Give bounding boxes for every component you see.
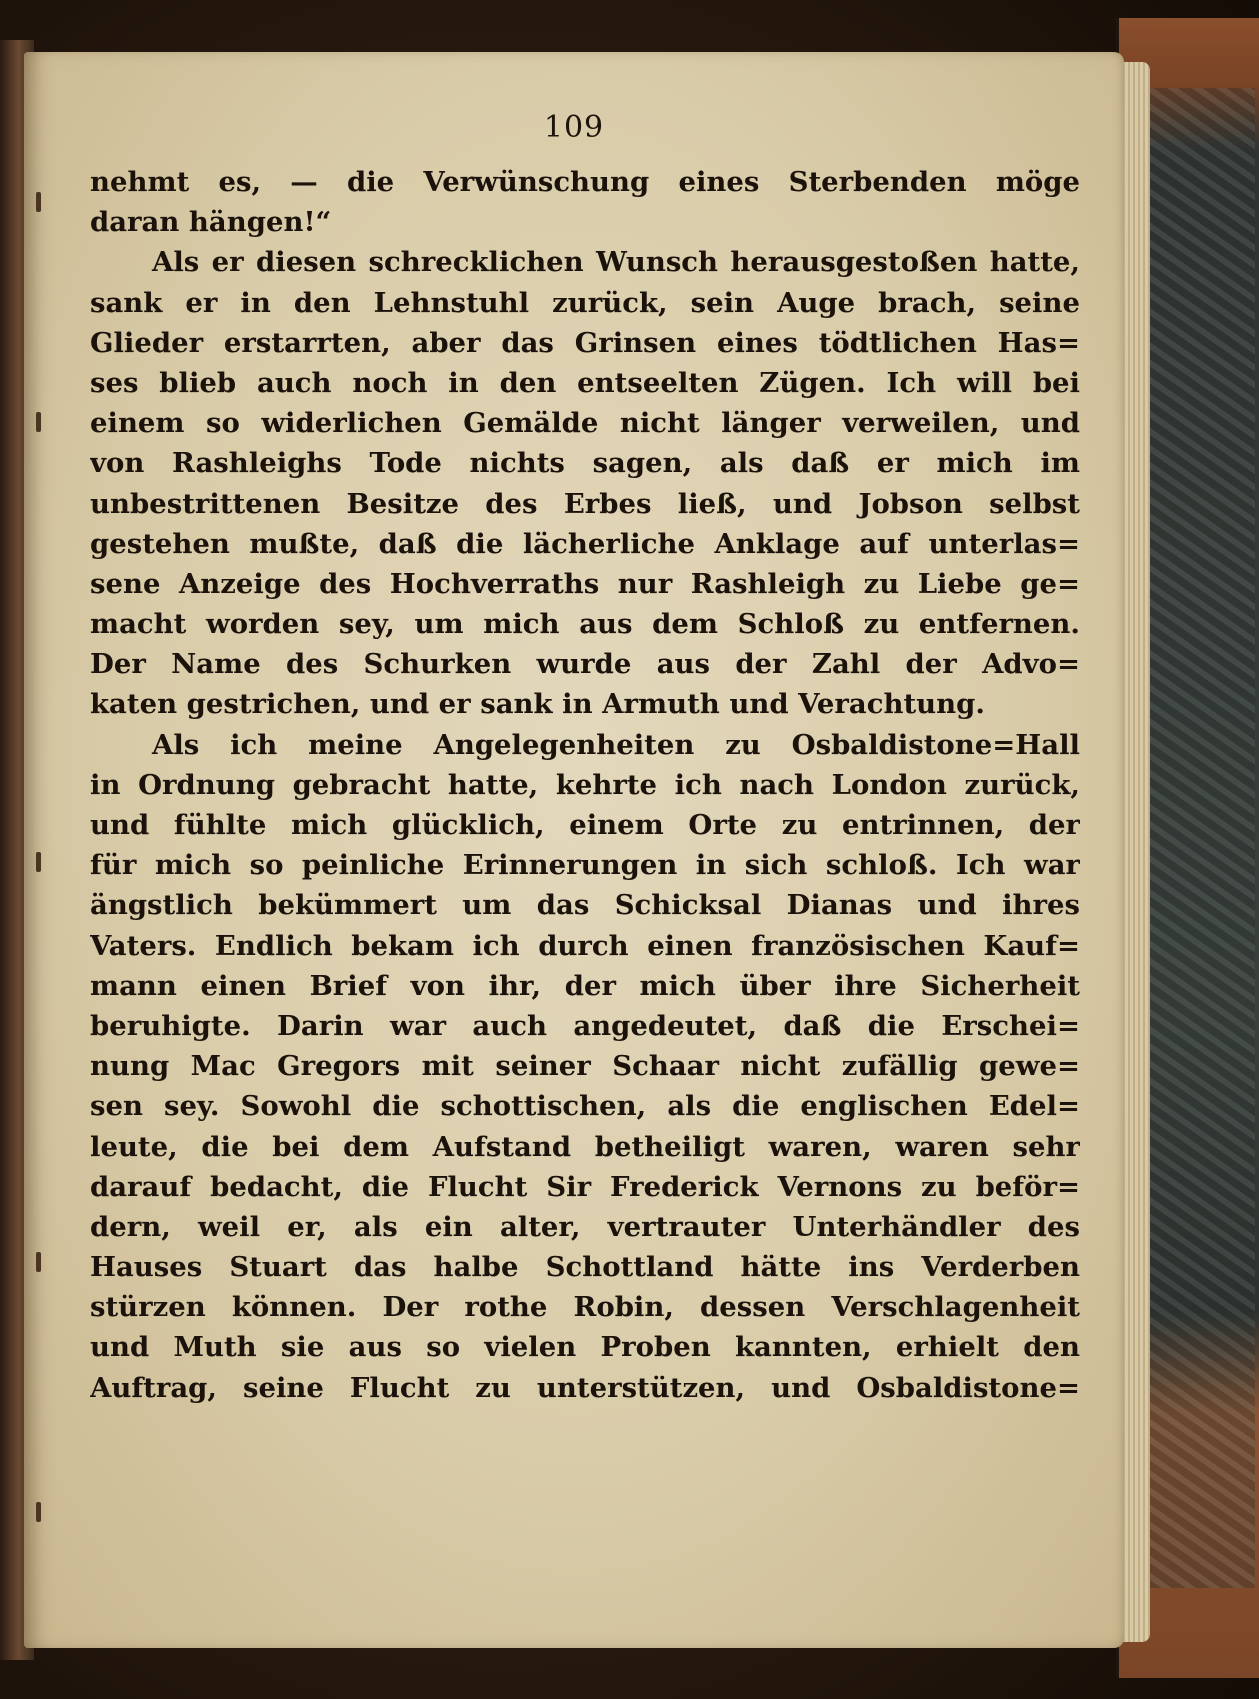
text-line: nehmt es, — die Verwünschung eines Sterbenden möge [90,166,1080,198]
text-line: ses blieb auch noch in den entseelten Zügen. Ich will bei [90,366,1080,399]
text-line: leute, die bei dem Aufstand betheiligt waren, waren sehr [90,1130,1080,1163]
text-line: beruhigte. Darin war auch angedeutet, daß die Erschei= [90,1009,1080,1042]
book-page [24,52,1124,1648]
text-line: in Ordnung gebracht hatte, kehrte ich nach London zurück, [90,768,1080,801]
text-line: macht worden sey, um mich aus dem Schloß zu entfernen. [90,608,1080,641]
text-line: Hauses Stuart das halbe Schottland hätte ins Verderben [90,1251,1080,1284]
text-line: stürzen können. Der rothe Robin, dessen Verschlagenheit [90,1291,1080,1324]
text-line: unbestrittenen Besitze des Erbes ließ, und Jobson selbst [90,487,1080,520]
gutter-mark [36,852,41,872]
text-line: darauf bedacht, die Flucht Sir Frederick Vernons zu beför= [90,1170,1080,1203]
text-line: gestehen mußte, daß die lächerliche Anklage auf unterlas= [90,527,1080,560]
text-line: nung Mac Gregors mit seiner Schaar nicht zufällig gewe= [90,1050,1080,1083]
text-line: und fühlte mich glücklich, einem Orte zu entrinnen, der [90,809,1080,841]
text-line: mann einen Brief von ihr, der mich über ihre Sicherheit [90,969,1080,1002]
text-line: für mich so peinliche Erinnerungen in sich schloß. Ich war [90,849,1080,882]
text-line: sank er in den Lehnstuhl zurück, sein Auge brach, seine [90,286,1080,319]
text-line: Als ich meine Angelegenheiten zu Osbaldistone=Hall [152,728,1080,761]
gutter-mark [36,412,41,432]
text-line: sen sey. Sowohl die schottischen, als die englischen Edel= [90,1090,1080,1123]
text-line: Als er diesen schrecklichen Wunsch herausgestoßen hatte, [152,246,1080,279]
text-line: Auftrag, seine Flucht zu unterstützen, und Osbaldistone= [90,1371,1080,1404]
text-line: und Muth sie aus so vielen Proben kannten, erhielt den [90,1331,1080,1364]
text-line: ängstlich bekümmert um das Schicksal Dianas und ihres [90,889,1080,922]
gutter-mark [36,1252,41,1272]
text-line: katen gestrichen, und er sank in Armuth und Verachtung. [90,688,985,721]
text-line: daran hängen!“ [90,206,332,239]
text-line: Glieder erstarrten, aber das Grinsen eines tödtlichen Has= [90,326,1080,359]
text-line: von Rashleighs Tode nichts sagen, als daß er mich im [90,447,1080,480]
gutter-marks [36,52,50,1648]
gutter-mark [36,1502,41,1522]
gutter-mark [36,192,41,212]
text-line: einem so widerlichen Gemälde nicht länger verweilen, und [90,407,1080,440]
text-line: Der Name des Schurken wurde aus der Zahl der Advo= [90,648,1080,681]
text-line: sene Anzeige des Hochverraths nur Rashleigh zu Liebe ge= [90,567,1080,600]
text-line: dern, weil er, als ein alter, vertrauter Unterhändler des [90,1210,1080,1243]
page-number: 109 [543,110,605,145]
text-line: Vaters. Endlich bekam ich durch einen französischen Kauf= [90,929,1080,962]
body-text [90,162,1080,1408]
